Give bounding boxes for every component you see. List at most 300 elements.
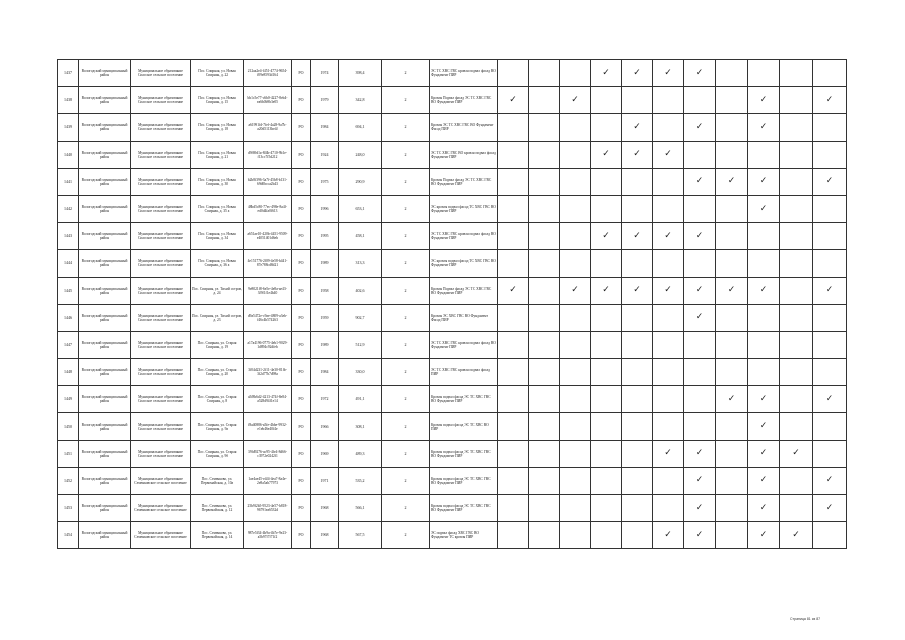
works-list-cell: Кровля Подвал фасад ЭС ТС ХВС ГВС ВО Фундамент ПИР [430,87,498,114]
table-row [58,522,847,549]
address-cell: Пос. Спирная, ул. Новая Спирная, д. 21 [191,141,244,168]
row-number: 1440 [58,141,79,168]
row-number: 1447 [58,331,79,358]
work-check-cell [653,195,684,222]
check-mark-icon: ✓ [695,529,704,540]
work-check-cell [498,195,529,222]
work-check-cell [684,114,716,141]
row-number: 1445 [58,277,79,304]
work-check-cell [560,413,591,440]
table-row [58,141,847,168]
check-mark-icon: ✓ [664,285,672,296]
check-mark-icon: ✓ [695,67,704,78]
row-number: 1439 [58,114,79,141]
work-check-cell [813,331,847,358]
area-cell: 694,1 [339,114,382,141]
work-check-cell [529,168,560,195]
work-check-cell [529,60,560,87]
work-check-cell [653,413,684,440]
work-check-cell [716,440,748,467]
district-cell: Вологодский муниципальный район [79,331,131,358]
work-check-cell [529,495,560,522]
floors-cell: 2 [382,359,430,386]
work-check-cell [684,522,716,549]
floors-cell: 2 [382,141,430,168]
work-check-cell [748,440,780,467]
work-check-cell [560,87,591,114]
check-mark-icon: ✓ [759,393,768,404]
work-check-cell [716,467,748,494]
work-check-cell [780,413,813,440]
address-cell: Пос. Семенково, ул. Первомайская, д. 10а [191,467,244,494]
work-check-cell [780,277,813,304]
address-cell: Пос. Спирная, ул. Старая Спирная, д. 9б [191,440,244,467]
work-check-cell [813,195,847,222]
work-check-cell [498,250,529,277]
work-check-cell [748,522,780,549]
check-mark-icon: ✓ [825,94,834,105]
floors-cell: 2 [382,114,430,141]
work-check-cell [780,331,813,358]
works-list-cell: Кровля ЭС ТС ХВС ГВС ВО Фундамент Фасад ПИР [430,114,498,141]
work-check-cell [529,141,560,168]
check-mark-icon: ✓ [792,448,800,459]
work-check-cell [529,359,560,386]
address-cell: Пос. Спирная, ул. Новая Спирная, д. 36 а [191,250,244,277]
check-mark-icon: ✓ [825,475,834,486]
municipality-cell: Муниципальное образование Спасское сельское поселение [131,195,191,222]
work-check-cell [813,114,847,141]
work-check-cell [780,87,813,114]
build-year-cell: 1995 [311,223,339,250]
work-check-cell [591,467,622,494]
floors-cell: 2 [382,413,430,440]
building-guid-cell: 48bd5c80-77ec-498e-8a4f-ed0d4fa0f613 [244,195,292,222]
page-footer: Страница 81 из 87 [790,617,821,621]
check-mark-icon: ✓ [571,285,579,296]
work-check-cell [653,250,684,277]
work-check-cell [591,141,622,168]
area-cell: 512,9 [339,331,382,358]
work-check-cell [498,60,529,87]
work-check-cell [653,60,684,87]
check-mark-icon: ✓ [825,393,834,404]
building-guid-cell: 25b9f2b5-9523-4e57-b818-96791ea6532d [244,495,292,522]
work-check-cell [529,386,560,413]
municipality-cell: Муниципальное образование Спасское сельское поселение [131,386,191,413]
work-check-cell [591,60,622,87]
municipality-cell: Муниципальное образование Семенковское сельское поселение [131,495,191,522]
work-check-cell [748,495,780,522]
work-check-cell [748,331,780,358]
work-check-cell [748,114,780,141]
municipality-cell: Муниципальное образование Спасское сельское поселение [131,114,191,141]
address-cell: Пос. Спирная, ул. Новая Спирная, д. 18 [191,114,244,141]
building-type-cell: РО [292,114,311,141]
work-check-cell [591,223,622,250]
check-mark-icon: ✓ [695,285,704,296]
municipality-cell: Муниципальное образование Спасское сельское поселение [131,413,191,440]
build-year-cell: 1989 [311,331,339,358]
address-cell: Пос. Спирная, ул. Новая Спирная, д. 15 [191,87,244,114]
table-row [58,60,847,87]
address-cell: Пос. Семенково, ул. Первомайская, д. 12 [191,495,244,522]
work-check-cell [684,250,716,277]
district-cell: Вологодский муниципальный район [79,168,131,195]
work-check-cell [622,413,653,440]
works-list-cell: ЭС кровля подвал фасад ТС ХВС ГВС ВО Фундамент ПИР [430,250,498,277]
works-list-cell: Кровля подвал фасад ЭС ТС ХВС ГВС ВО Фундамент ПИР [430,386,498,413]
work-check-cell [591,386,622,413]
work-check-cell [748,277,780,304]
work-check-cell [498,223,529,250]
table-body [58,60,847,549]
work-check-cell [591,195,622,222]
work-check-cell [622,495,653,522]
building-type-cell: РО [292,331,311,358]
table-row [58,359,847,386]
work-check-cell [560,440,591,467]
table-row [58,223,847,250]
work-check-cell [653,467,684,494]
work-check-cell [684,223,716,250]
work-check-cell [591,250,622,277]
address-cell: Пос. Спирная, ул. Новая Спирная, д. 35 а [191,195,244,222]
municipality-cell: Муниципальное образование Спасское сельское поселение [131,359,191,386]
municipality-cell: Муниципальное образование Спасское сельское поселение [131,304,191,331]
work-check-cell [716,223,748,250]
build-year-cell: 1924 [311,141,339,168]
floors-cell: 2 [382,522,430,549]
district-cell: Вологодский муниципальный район [79,277,131,304]
district-cell: Вологодский муниципальный район [79,359,131,386]
address-cell: Пос. Спирная, ул. Тихий остров, д. 23 [191,304,244,331]
district-cell: Вологодский муниципальный район [79,250,131,277]
work-check-cell [591,277,622,304]
district-cell: Вологодский муниципальный район [79,141,131,168]
building-type-cell: РО [292,168,311,195]
work-check-cell [560,495,591,522]
work-check-cell [716,359,748,386]
check-mark-icon: ✓ [759,502,768,513]
row-number: 1442 [58,195,79,222]
work-check-cell [622,277,653,304]
building-type-cell: РО [292,359,311,386]
works-list-cell: Кровля ЭС ХВС ГВС ВО Фундамент Фасад ПИР [430,304,498,331]
address-cell: Пос. Спирная, ул. Старая Спирная, д. 8 [191,386,244,413]
work-check-cell [716,87,748,114]
check-mark-icon: ✓ [792,529,800,540]
floors-cell: 2 [382,277,430,304]
work-check-cell [748,60,780,87]
building-guid-cell: 1ae4ae45-e4f4-4ea7-8a4e-2e8a5ab77973 [244,467,292,494]
work-check-cell [622,440,653,467]
work-check-cell [684,440,716,467]
work-check-cell [716,141,748,168]
work-check-cell [653,114,684,141]
district-cell: Вологодский муниципальный район [79,495,131,522]
work-check-cell [748,304,780,331]
work-check-cell [560,467,591,494]
floors-cell: 2 [382,304,430,331]
works-list-cell: Кровля Подвал фасад ЭС ТС ХВС ГВС ВО Фундамент ПИР [430,277,498,304]
check-mark-icon: ✓ [825,176,834,187]
building-guid-cell: d9a5472e-c9ae-4809-a3eb-f46c4b574263 [244,304,292,331]
check-mark-icon: ✓ [633,230,641,241]
work-check-cell [622,60,653,87]
building-type-cell: РО [292,223,311,250]
area-cell: 489,3 [339,440,382,467]
work-check-cell [622,223,653,250]
check-mark-icon: ✓ [759,421,768,432]
table-row [58,331,847,358]
work-check-cell [591,87,622,114]
check-mark-icon: ✓ [509,285,517,296]
building-guid-cell: a61991fd-7fef-4a28-9a7b-a20d5113be4f [244,114,292,141]
work-check-cell [622,87,653,114]
work-check-cell [813,60,847,87]
work-check-cell [684,168,716,195]
work-check-cell [748,386,780,413]
work-check-cell [813,386,847,413]
work-check-cell [716,60,748,87]
district-cell: Вологодский муниципальный район [79,440,131,467]
floors-cell: 2 [382,495,430,522]
district-cell: Вологодский муниципальный район [79,413,131,440]
row-number: 1453 [58,495,79,522]
work-check-cell [560,195,591,222]
check-mark-icon: ✓ [695,475,704,486]
building-guid-cell: bb1c5e77-c6b0-4227-8eb4-ea6b0b9b3e05 [244,87,292,114]
work-check-cell [498,141,529,168]
floors-cell: 2 [382,60,430,87]
work-check-cell [622,386,653,413]
build-year-cell: 1971 [311,467,339,494]
works-list-cell: ЭС кровля подвал фасад ТС ХВС ГВС ВО Фундамент ПИР [430,195,498,222]
work-check-cell [498,331,529,358]
work-check-cell [716,195,748,222]
work-check-cell [529,250,560,277]
check-mark-icon: ✓ [727,285,736,296]
work-check-cell [716,277,748,304]
work-check-cell [780,114,813,141]
work-check-cell [529,304,560,331]
work-check-cell [529,440,560,467]
work-check-cell [813,168,847,195]
check-mark-icon: ✓ [633,67,641,78]
build-year-cell: 1984 [311,359,339,386]
district-cell: Вологодский муниципальный район [79,195,131,222]
check-mark-icon: ✓ [633,121,641,132]
work-check-cell [653,495,684,522]
row-number: 1444 [58,250,79,277]
building-type-cell: РО [292,386,311,413]
works-list-cell: ЭС ТС ХВС ГВС кровля подвал фасад ВО Фундамент ПИР [430,331,498,358]
work-check-cell [591,168,622,195]
work-check-cell [622,359,653,386]
work-check-cell [684,359,716,386]
work-check-cell [560,60,591,87]
check-mark-icon: ✓ [602,67,610,78]
work-check-cell [529,277,560,304]
check-mark-icon: ✓ [759,176,768,187]
work-check-cell [560,522,591,549]
work-check-cell [780,440,813,467]
check-mark-icon: ✓ [759,203,768,214]
floors-cell: 2 [382,223,430,250]
works-list-cell: Кровля Подвал фасад ЭС ТС ХВС ГВС ВО Фундамент ПИР [430,168,498,195]
work-check-cell [498,114,529,141]
work-check-cell [591,114,622,141]
work-check-cell [780,304,813,331]
row-number: 1446 [58,304,79,331]
area-cell: 491,1 [339,386,382,413]
area-cell: 342,8 [339,87,382,114]
district-cell: Вологодский муниципальный район [79,223,131,250]
floors-cell: 2 [382,386,430,413]
work-check-cell [748,87,780,114]
work-check-cell [498,386,529,413]
work-check-cell [716,304,748,331]
municipality-cell: Муниципальное образование Спасское сельское поселение [131,141,191,168]
building-type-cell: РО [292,413,311,440]
municipality-cell: Муниципальное образование Семенковское сельское поселение [131,522,191,549]
work-check-cell [813,495,847,522]
table-row [58,168,847,195]
works-list-cell: Кровля подвал фасад ЭС ТС ХВС ВО ПИР [430,413,498,440]
municipality-cell: Муниципальное образование Спасское сельское поселение [131,87,191,114]
row-number: 1438 [58,87,79,114]
building-guid-cell: d9f69d1a-8f4b-4710-9b1e-f13cc7f5d212 [244,141,292,168]
works-list-cell: Кровля подвал фасад ЭС ТС ХВС ГВС ВО Фундамент ПИР [430,440,498,467]
table-row [58,250,847,277]
municipality-cell: Муниципальное образование Спасское сельское поселение [131,250,191,277]
work-check-cell [529,114,560,141]
work-check-cell [716,495,748,522]
building-guid-cell: 987e5f34-4b9a-4b7e-9e23-a5b97f7f71f2 [244,522,292,549]
work-check-cell [748,250,780,277]
row-number: 1452 [58,467,79,494]
work-check-cell [780,386,813,413]
work-check-cell [684,277,716,304]
check-mark-icon: ✓ [633,149,641,160]
work-check-cell [498,440,529,467]
building-type-cell: РО [292,495,311,522]
area-cell: 313,3 [339,250,382,277]
build-year-cell: 1972 [311,386,339,413]
work-check-cell [684,386,716,413]
table-row [58,495,847,522]
work-check-cell [780,195,813,222]
work-check-cell [622,467,653,494]
row-number: 1449 [58,386,79,413]
work-check-cell [591,359,622,386]
district-cell: Вологодский муниципальный район [79,522,131,549]
work-check-cell [716,250,748,277]
work-check-cell [622,141,653,168]
check-mark-icon: ✓ [602,149,610,160]
work-check-cell [813,141,847,168]
building-guid-cell: 3f04d231-2f11-4e30-81fb-3f2d77b7d98a [244,359,292,386]
check-mark-icon: ✓ [759,475,768,486]
work-check-cell [529,413,560,440]
municipality-cell: Муниципальное образование Спасское сельское поселение [131,440,191,467]
work-check-cell [780,223,813,250]
district-cell: Вологодский муниципальный район [79,467,131,494]
work-check-cell [653,359,684,386]
work-check-cell [813,467,847,494]
floors-cell: 2 [382,195,430,222]
check-mark-icon: ✓ [759,94,768,105]
work-check-cell [748,168,780,195]
work-check-cell [684,60,716,87]
row-number: 1450 [58,413,79,440]
work-check-cell [653,277,684,304]
works-list-cell: ЭС ТС ХВС ГВС ВО кровля подвал фасад Фундамент ПИР [430,141,498,168]
housing-register-table [57,59,847,549]
works-list-cell: ЭС ТС ХВС ГВС кровля подвал фасад ПИР [430,359,498,386]
building-type-cell: РО [292,440,311,467]
work-check-cell [591,413,622,440]
work-check-cell [529,223,560,250]
work-check-cell [716,114,748,141]
build-year-cell: 1959 [311,304,339,331]
address-cell: Пос. Семенково, ул. Первомайская, д. 14 [191,522,244,549]
check-mark-icon: ✓ [509,94,517,105]
work-check-cell [622,195,653,222]
check-mark-icon: ✓ [759,285,768,296]
check-mark-icon: ✓ [664,149,672,160]
check-mark-icon: ✓ [759,529,768,540]
work-check-cell [498,413,529,440]
build-year-cell: 1974 [311,60,339,87]
check-mark-icon: ✓ [727,176,736,187]
table-row [58,386,847,413]
row-number: 1448 [58,359,79,386]
work-check-cell [684,495,716,522]
work-check-cell [716,331,748,358]
check-mark-icon: ✓ [825,502,834,513]
area-cell: 290,9 [339,168,382,195]
table-row [58,195,847,222]
work-check-cell [498,277,529,304]
building-type-cell: РО [292,522,311,549]
build-year-cell: 1989 [311,250,339,277]
work-check-cell [622,250,653,277]
building-guid-cell: a5f8b6d2-4213-474f-8e84-a528d94f1e14 [244,386,292,413]
work-check-cell [560,386,591,413]
municipality-cell: Муниципальное образование Спасское сельское поселение [131,331,191,358]
address-cell: Пос. Спирная, ул. Тихий остров, д. 24 [191,277,244,304]
municipality-cell: Муниципальное образование Спасское сельское поселение [131,277,191,304]
check-mark-icon: ✓ [664,448,672,459]
building-guid-cell: 39fd9276-ac95-4fe4-8d66-c3972e0242f1 [244,440,292,467]
work-check-cell [684,304,716,331]
check-mark-icon: ✓ [695,312,704,323]
work-check-cell [780,522,813,549]
area-cell: 308,1 [339,413,382,440]
work-check-cell [560,359,591,386]
building-guid-cell: b2b8f396-3a7f-45b8-b131-69d0bcca2b43 [244,168,292,195]
work-check-cell [748,141,780,168]
work-check-cell [653,522,684,549]
build-year-cell: 1968 [311,522,339,549]
building-guid-cell: 9e8021f8-6e5e-4e8a-ae43-3f9f1f1e4b40 [244,277,292,304]
building-type-cell: РО [292,250,311,277]
floors-cell: 2 [382,440,430,467]
work-check-cell [653,223,684,250]
row-number: 1441 [58,168,79,195]
